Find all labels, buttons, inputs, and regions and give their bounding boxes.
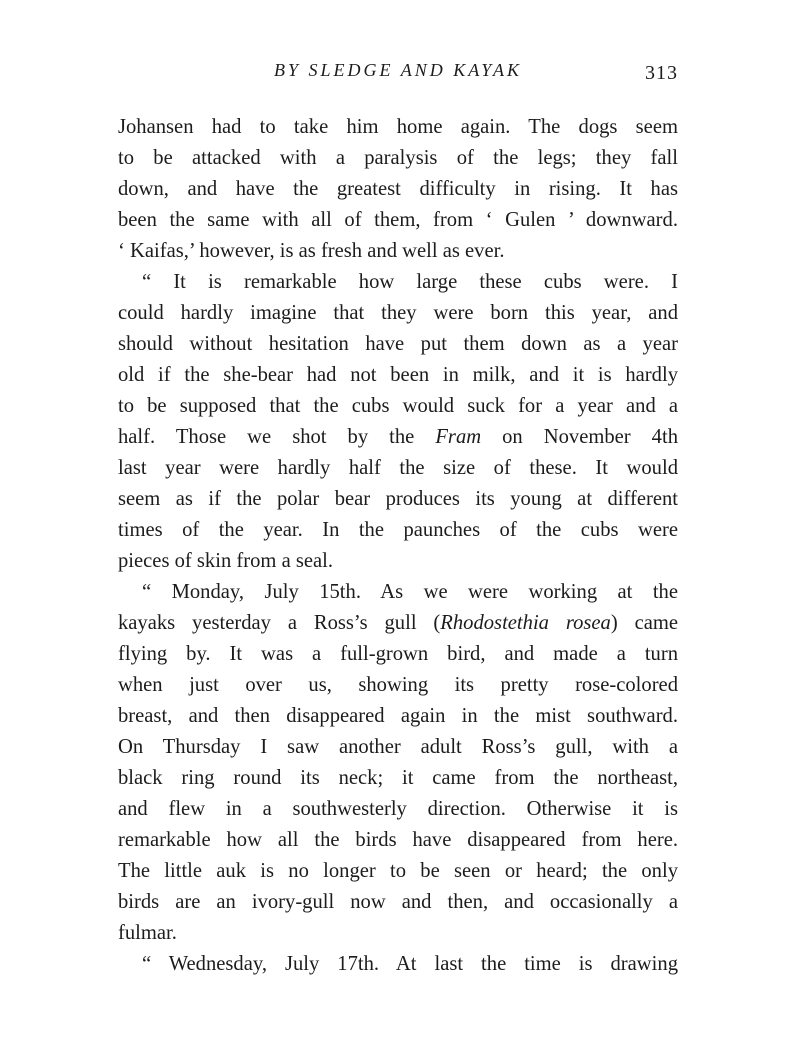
- text-line-rhodostethia: [118, 608, 678, 639]
- text-line: seem as if the polar bear produces its young at different: [118, 488, 678, 510]
- text-line: flying by. It was a full-grown bird, and made a turn: [118, 643, 678, 665]
- text-line: last year were hardly half the size of these. It would: [118, 457, 678, 479]
- text-line: black ring round its neck; it came from the northeast,: [118, 767, 678, 789]
- text-line: “ Monday, July 15th. As we were working at the: [142, 581, 678, 603]
- text-line: could hardly imagine that they were born this year, and: [118, 302, 678, 324]
- text-line: The little auk is no longer to be seen or heard; the only: [118, 860, 678, 882]
- text-line: and flew in a southwesterly direction. Otherwise it is: [118, 798, 678, 820]
- text-line: should without hesitation have put them down as a year: [118, 333, 678, 355]
- text-line: Johansen had to take him home again. The dogs seem: [118, 116, 678, 138]
- text-line: breast, and then disappeared again in the mist southward.: [118, 705, 678, 727]
- text-line: “ Wednesday, July 17th. At last the time is drawing: [142, 953, 678, 975]
- text-line: remarkable how all the birds have disappeared from here.: [118, 829, 678, 851]
- text-line: pieces of skin from a seal.: [118, 550, 334, 572]
- text-line-fram: [118, 422, 678, 453]
- text-segment: on November 4th: [481, 426, 678, 448]
- running-title: BY SLEDGE AND KAYAK: [274, 60, 522, 80]
- species-name: Rhodostethia rosea: [440, 612, 611, 634]
- text-line: birds are an ivory-gull now and then, and occasionally a: [118, 891, 678, 913]
- text-line: fulmar.: [118, 922, 177, 944]
- page-number: 313: [645, 62, 678, 84]
- text-line: On Thursday I saw another adult Ross’s gull, with a: [118, 736, 678, 758]
- running-head: [118, 60, 678, 88]
- text-segment: ) came: [610, 612, 679, 634]
- text-line: when just over us, showing its pretty rose-colored: [118, 674, 678, 696]
- text-line: old if the she-bear had not been in milk, and it is hardly: [118, 364, 678, 386]
- text-line: to be supposed that the cubs would suck for a year and a: [118, 395, 678, 417]
- text-line: ‘ Kaifas,’ however, is as fresh and well as ever.: [118, 240, 505, 262]
- text-line: down, and have the greatest difficulty in rising. It has: [118, 178, 678, 200]
- text-segment: half. Those we shot by the: [118, 426, 436, 448]
- body-text: [118, 112, 678, 980]
- text-line: times of the year. In the paunches of the cubs were: [118, 519, 678, 541]
- text-line: “ It is remarkable how large these cubs were. I: [142, 271, 678, 293]
- text-segment: kayaks yesterday a Ross’s gull (: [118, 612, 441, 634]
- ship-name-fram: Fram: [435, 426, 482, 448]
- text-line: been the same with all of them, from ‘ Gulen ’ downward.: [118, 209, 678, 231]
- text-line: to be attacked with a paralysis of the legs; they fall: [118, 147, 678, 169]
